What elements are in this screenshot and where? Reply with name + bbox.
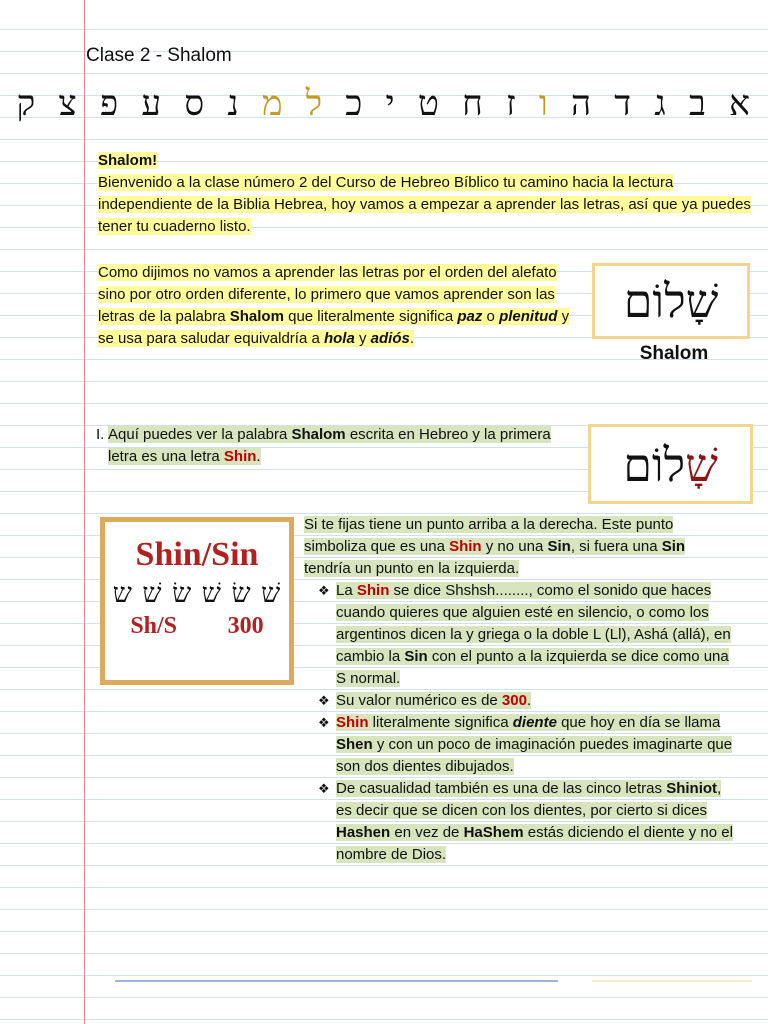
bullet-marker-icon: ❖: [318, 693, 330, 708]
shin-explanation: [304, 514, 734, 866]
red-300: 300: [501, 692, 527, 709]
text: y: [354, 330, 371, 347]
letter-lamed: ל: [305, 84, 329, 124]
letter-bet: ב: [688, 84, 712, 124]
text: en vez de: [390, 824, 464, 841]
bold-hashen: Hashen: [336, 824, 391, 841]
text: Como dijimos no vamos a aprender las letras por el orden del alefato sino por otro orden diferente, lo primero que vamos aprender son las letras de la palabra: [98, 264, 557, 325]
letter-tet: ט: [417, 84, 445, 124]
letter-qof: ק: [16, 84, 42, 124]
shalom-explanation-paragraph: [98, 262, 578, 350]
text: .: [409, 330, 415, 347]
shalom-hebrew-image: [592, 263, 750, 339]
red-shin: Shin: [336, 714, 369, 731]
letter-mem: מ: [261, 84, 289, 124]
text: Aquí puedes ver la palabra: [108, 426, 292, 443]
text: que hoy en día se llama: [556, 714, 721, 731]
text: Su valor numérico es de: [336, 692, 502, 709]
letter-kaf: כ: [345, 84, 369, 124]
greeting: Shalom!: [98, 152, 158, 169]
red-shin: Shin: [356, 582, 390, 599]
bullet-marker-icon: ❖: [318, 715, 330, 730]
letter-dalet: ד: [614, 84, 638, 124]
text: con el punto a la izquierda se dice como una S normal.: [336, 648, 729, 687]
letter-nun: נ: [227, 84, 245, 124]
text: y con un poco de imaginación puedes imaginarte que son dos dientes dibujados.: [336, 736, 733, 775]
bullet-marker-icon: ❖: [318, 583, 330, 598]
shalom-caption: Shalom: [639, 343, 709, 364]
hebrew-alphabet-row: [16, 84, 756, 124]
bold-shalom: Shalom: [291, 426, 346, 443]
shin-card-value: 300: [227, 613, 264, 639]
letter-pe: פ: [99, 84, 125, 124]
bold-shalom: Shalom: [229, 308, 284, 325]
letter-vav: ו: [538, 84, 554, 124]
letter-samekh: ס: [184, 84, 211, 124]
letter-het: ח: [462, 84, 489, 124]
word-paz: paz: [457, 308, 483, 325]
list-item: [318, 690, 734, 712]
text: .: [256, 448, 261, 465]
letter-he: ה: [571, 84, 598, 124]
bold-sin: Sin: [661, 538, 686, 555]
section-number: I.: [96, 426, 105, 443]
letter-gimel: ג: [654, 84, 672, 124]
word-hola: hola: [323, 330, 355, 347]
text: literalmente significa: [368, 714, 513, 731]
bullet-list: [304, 580, 734, 866]
shin-card-translit: Sh/S: [130, 613, 178, 639]
text: , si fuera una: [570, 538, 662, 555]
bold-shiniot: Shiniot: [666, 780, 718, 797]
section-i: [96, 424, 566, 468]
text: y se usa para saludar equivaldría a: [98, 308, 570, 347]
letter-zayin: ז: [505, 84, 522, 124]
shin-sin-card-image: [100, 517, 294, 685]
word-plenitud: plenitud: [499, 308, 558, 325]
red-shin: Shin: [223, 448, 257, 465]
list-item: [318, 580, 734, 690]
letter-yod: י: [385, 84, 401, 124]
shalom-hebrew-image-shin-highlighted: [588, 424, 753, 504]
bold-hashem: HaShem: [463, 824, 524, 841]
text: De casualidad también es una de las cinco letras: [336, 780, 667, 797]
shin-card-title: Shin/Sin: [135, 536, 259, 573]
footer-divider: [115, 980, 558, 982]
margin-line: [84, 0, 85, 1024]
intro-text: Bienvenido a la clase número 2 del Curso de Hebreo Bíblico tu camino hacia la lectura independiente de la Biblia Hebrea, hoy vamos a empezar a aprender las letras, así que ya puedes tener tu cuaderno listo.: [98, 174, 751, 235]
text: que literalmente significa: [283, 308, 458, 325]
bold-sin: Sin: [404, 648, 428, 665]
text: tendría un punto en la izquierda.: [304, 560, 520, 577]
red-shin: Shin: [449, 538, 482, 555]
letter-alef: א: [728, 84, 756, 124]
list-item: [318, 778, 734, 866]
text: Si te fijas tiene un punto arriba a la derecha. Este punto simboliza que es una: [304, 516, 674, 555]
shin-card-forms: שׁ שׂ שׁ שׂ שׁ ש: [112, 578, 282, 609]
shalom-hebrew-word: שָׁלוֹם: [623, 274, 719, 328]
text: estás diciendo el diente y no el nombre de Dios.: [336, 824, 733, 863]
letter-tsadi: צ: [58, 84, 83, 124]
text: .: [526, 692, 532, 709]
letter-ayin: ע: [141, 84, 168, 124]
bold-shen: Shen: [336, 736, 373, 753]
text: y no una: [481, 538, 548, 555]
word-diente: diente: [512, 714, 557, 731]
bold-sin: Sin: [547, 538, 571, 555]
intro-paragraph: [98, 150, 762, 238]
text: , es decir que se dicen con los dientes, por cierto si dices: [336, 780, 722, 819]
text: o: [482, 308, 500, 325]
word-adios: adiós: [370, 330, 410, 347]
shin-letter-highlight: שָׁ: [685, 438, 718, 492]
list-item: [318, 712, 734, 778]
text: escrita en Hebreo y la primera letra es una letra: [108, 426, 551, 465]
bullet-marker-icon: ❖: [318, 781, 330, 796]
page-title: Clase 2 - Shalom: [86, 45, 232, 66]
text: La: [336, 582, 357, 599]
shalom-rest-letters: לוֹם: [623, 438, 686, 492]
text: se dice Shshsh........, como el sonido que haces cuando quieres que alguien esté en silencio, o como los argentinos dicen la y griega o la doble L (Ll), Ashá (allá), en cambio la: [336, 582, 731, 665]
footer-divider-accent: [592, 980, 752, 982]
